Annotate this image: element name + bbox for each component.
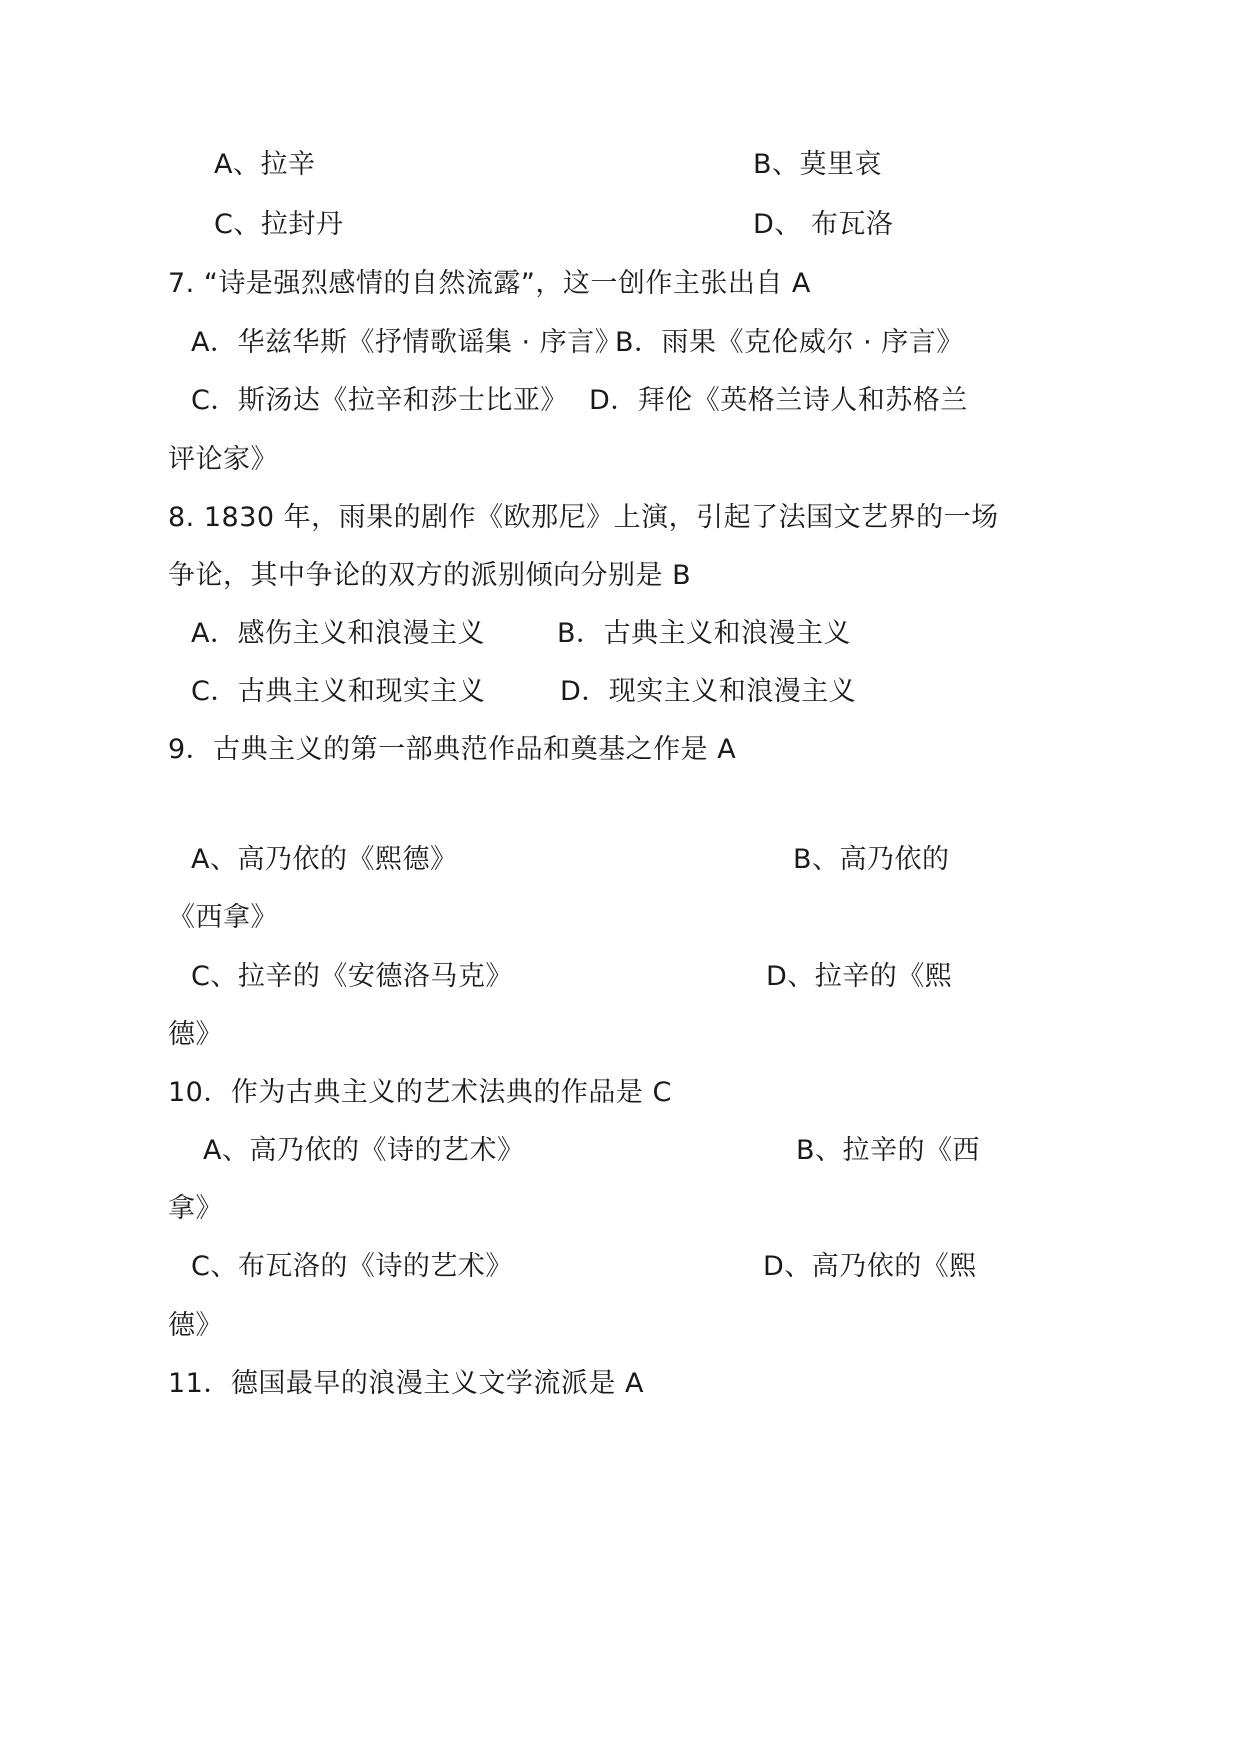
q8-option-b: B．古典主义和浪漫主义 (557, 618, 852, 649)
q6-option-a: A、拉辛 (214, 149, 316, 180)
q6-option-d: D、 布瓦洛 (753, 209, 894, 240)
q8-option-c: C．古典主义和现实主义 (191, 676, 486, 707)
q6-option-b: B、莫里哀 (753, 149, 883, 180)
q9-option-b-continued: 《西拿》 (168, 902, 278, 933)
q7-option-a: A．华兹华斯《抒情歌谣集 · 序言》 (191, 327, 623, 358)
q7-option-d-continued: 评论家》 (168, 444, 278, 475)
q10-option-b-continued: 拿》 (168, 1193, 223, 1224)
q9-option-c: C、拉辛的《安德洛马克》 (191, 961, 513, 992)
q10-stem: 10．作为古典主义的艺术法典的作品是 C (168, 1077, 672, 1108)
q10-option-a: A、高乃依的《诗的艺术》 (203, 1135, 525, 1166)
q9-option-a: A、高乃依的《熙德》 (191, 844, 458, 875)
q7-stem: 7. “诗是强烈感情的自然流露”，这一创作主张出自 A (168, 268, 811, 299)
q8-option-a: A．感伤主义和浪漫主义 (191, 618, 485, 649)
q9-option-d-continued: 德》 (168, 1019, 223, 1050)
q11-stem: 11．德国最早的浪漫主义文学流派是 A (168, 1368, 644, 1399)
q10-option-d-continued: 德》 (168, 1310, 223, 1341)
q6-option-c: C、拉封丹 (214, 209, 344, 240)
q9-option-b: B、高乃依的 (793, 844, 950, 875)
q10-option-b: B、拉辛的《西 (796, 1135, 981, 1166)
q9-stem: 9．古典主义的第一部典范作品和奠基之作是 A (168, 734, 737, 765)
q7-option-d: D．拜伦《英格兰诗人和苏格兰 (589, 385, 968, 416)
q7-option-b: B．雨果《克伦威尔 · 序言》 (615, 327, 964, 358)
q9-option-d: D、拉辛的《熙 (766, 961, 953, 992)
q8-option-d: D．现实主义和浪漫主义 (560, 676, 857, 707)
q10-option-d: D、高乃依的《熙 (763, 1251, 977, 1282)
q7-option-c: C．斯汤达《拉辛和莎士比亚》 (191, 385, 568, 416)
q8-stem-continued: 争论，其中争论的双方的派别倾向分别是 B (168, 560, 692, 591)
q10-option-c: C、布瓦洛的《诗的艺术》 (191, 1251, 513, 1282)
q8-stem: 8. 1830 年，雨果的剧作《欧那尼》上演，引起了法国文艺界的一场 (168, 502, 999, 533)
